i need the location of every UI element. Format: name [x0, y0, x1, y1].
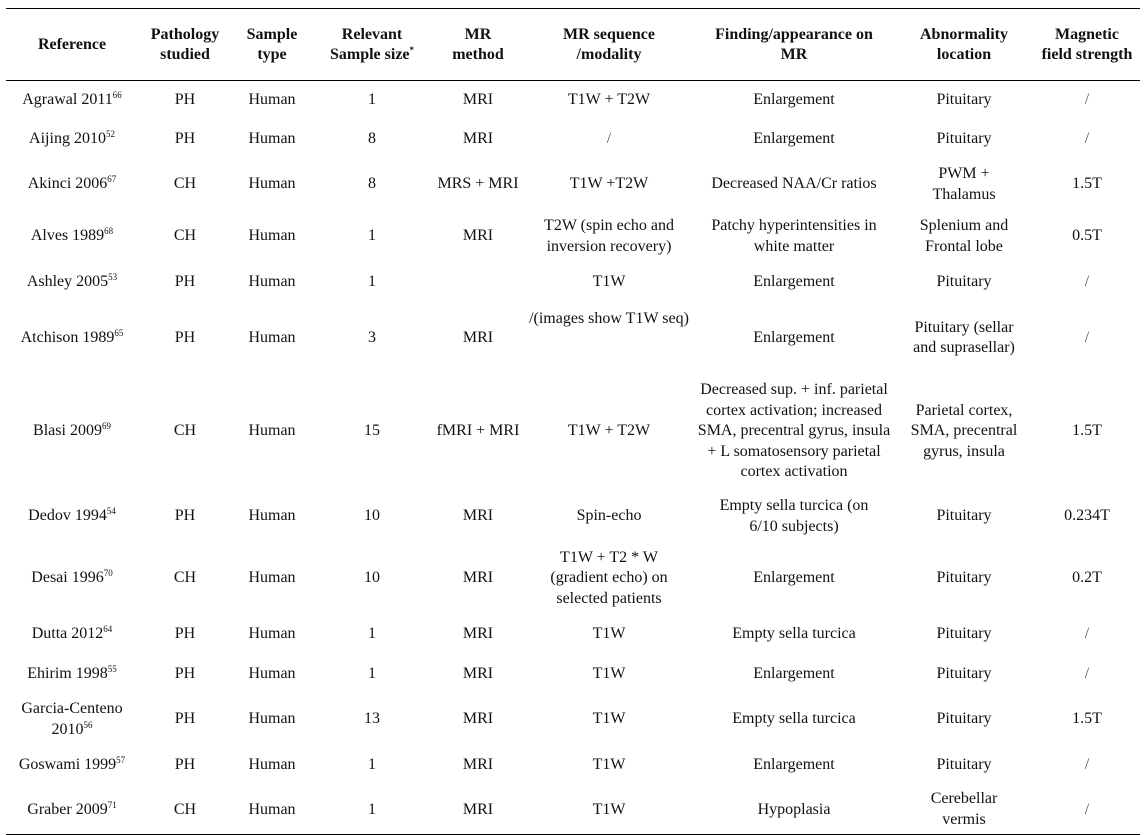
table-row [6, 746, 1140, 786]
cell-sample-size: 1 [368, 756, 376, 774]
cell-mr-sequence: Spin-echo [576, 507, 642, 525]
cell-finding: Empty sella turcica [732, 625, 856, 643]
cell-sample-size: 1 [368, 625, 376, 643]
cell-reference: Desai 1996$^{70}$ [31, 568, 113, 587]
cell-pathology: PH [174, 507, 196, 525]
table-row [6, 263, 1140, 303]
cell-location: Pituitary [936, 507, 992, 525]
cell-finding: Enlargement [753, 756, 835, 774]
cell-finding: Empty sella turcica [732, 710, 856, 728]
cell-field-strength: 0.234T [1064, 507, 1110, 525]
cell-reference: Akinci 2006$^{67}$ [27, 174, 117, 193]
cell-pathology: PH [174, 710, 196, 728]
cell-pathology: PH [174, 273, 196, 291]
cell-sample-type: Human [248, 625, 296, 643]
header-reference: Reference [37, 35, 107, 53]
cell-reference: Ehirim 1998$^{55}$ [27, 664, 117, 683]
cell-sample-type: Human [248, 227, 296, 245]
cell-field-strength: / [1084, 273, 1090, 291]
cell-mr-sequence: T1W + T2W [567, 422, 651, 440]
cell-sample-type: Human [248, 665, 296, 683]
cell-mr-method: MRI [462, 756, 494, 774]
cell-sample-size: 10 [364, 569, 380, 587]
cell-mr-method: MRI [462, 227, 494, 245]
header-finding: Finding/appearance on MR [715, 25, 873, 63]
table-row [6, 786, 1140, 835]
table-body [6, 81, 1140, 835]
cell-location: Pituitary [936, 665, 992, 683]
cell-field-strength: 0.2T [1072, 569, 1102, 587]
cell-sample-size: 1 [368, 800, 376, 818]
cell-sample-size: 1 [368, 227, 376, 245]
cell-finding: Empty sella turcica (on 6/10 subjects) [719, 497, 869, 535]
table-row [6, 81, 1140, 120]
cell-mr-method: fMRI + MRI [436, 422, 520, 440]
cell-mr-sequence: T1W [592, 665, 626, 683]
cell-mr-method: MRI [462, 129, 494, 147]
cell-sample-type: Human [248, 507, 296, 525]
cell-reference: Ashley 2005$^{53}$ [26, 272, 118, 291]
cell-field-strength: / [1084, 625, 1090, 643]
table-row [6, 374, 1140, 490]
cell-sample-type: Human [248, 800, 296, 818]
cell-mr-sequence: /(images show T1W seq) [529, 309, 689, 327]
cell-sample-type: Human [248, 328, 296, 346]
cell-location: Pituitary [936, 569, 992, 587]
cell-field-strength: 0.5T [1072, 227, 1102, 245]
cell-pathology: PH [174, 328, 196, 346]
cell-reference: Graber 2009$^{71}$ [27, 799, 117, 818]
cell-location: Pituitary (sellar and suprasellar) [913, 318, 1015, 356]
table-row [6, 211, 1140, 263]
cell-field-strength: / [1084, 756, 1090, 774]
cell-sample-size: 13 [364, 710, 380, 728]
cell-pathology: CH [173, 227, 197, 245]
cell-reference: Dedov 1994$^{54}$ [28, 506, 116, 525]
cell-field-strength: / [1084, 328, 1090, 346]
cell-sample-type: Human [248, 129, 296, 147]
cell-sample-type: Human [248, 710, 296, 728]
cell-reference: Goswami 1999$^{57}$ [18, 755, 126, 774]
cell-pathology: PH [174, 665, 196, 683]
table-row [6, 614, 1140, 656]
cell-location: Pituitary [936, 625, 992, 643]
cell-finding: Enlargement [753, 273, 835, 291]
cell-field-strength: / [1084, 665, 1090, 683]
cell-finding: Enlargement [753, 91, 835, 108]
cell-field-strength: / [1084, 800, 1090, 818]
header-field-strength: Magnetic field strength [1041, 25, 1133, 63]
cell-mr-sequence: T1W [592, 273, 626, 291]
cell-mr-method: MRI [462, 710, 494, 728]
cell-mr-method: MRI [462, 569, 494, 587]
header-pathology: Pathology studied [150, 25, 220, 63]
cell-location: Pituitary [936, 756, 992, 774]
cell-sample-size: 10 [364, 507, 380, 525]
cell-reference: Aijing 2010$^{52}$ [29, 128, 115, 147]
cell-reference: Blasi 2009$^{69}$ [33, 421, 111, 440]
cell-finding: Decreased sup. + inf. parietal cortex activation; increased SMA, precentral gyrus, insula + L somatosensory parietal cortex activation [697, 381, 891, 481]
cell-reference: Atchison 1989$^{65}$ [20, 327, 124, 346]
cell-pathology: PH [174, 129, 196, 147]
cell-location: Pituitary [936, 710, 992, 728]
cell-pathology: PH [174, 625, 196, 643]
cell-sample-type: Human [248, 175, 296, 193]
cell-sample-type: Human [248, 273, 296, 291]
cell-location: Parietal cortex, SMA, precentral gyrus, insula [910, 401, 1018, 460]
cell-pathology: CH [173, 569, 197, 587]
cell-mr-method: MRI [462, 625, 494, 643]
cell-mr-method [432, 263, 524, 303]
cell-location: Pituitary [936, 129, 992, 147]
table-row [6, 120, 1140, 159]
cell-sample-size: 8 [368, 129, 376, 147]
cell-sample-type: Human [248, 91, 296, 108]
cell-pathology: CH [173, 175, 197, 193]
studies-table [6, 8, 1140, 835]
header-mr-sequence: MR sequence /modality [563, 25, 655, 63]
cell-mr-method: MRI [462, 328, 494, 346]
cell-pathology: CH [173, 422, 197, 440]
cell-finding: Enlargement [753, 569, 835, 587]
cell-sample-size: 3 [368, 328, 376, 346]
cell-sample-type: Human [248, 569, 296, 587]
cell-mr-sequence: T2W (spin echo and inversion recovery) [544, 217, 674, 255]
table-row [6, 544, 1140, 614]
cell-reference: Alves 1989$^{68}$ [30, 226, 114, 245]
cell-reference: Agrawal 2011$^{66}$ [22, 90, 122, 108]
cell-finding: Enlargement [753, 665, 835, 683]
cell-reference: Garcia-Centeno 2010$^{56}$ [21, 700, 123, 738]
cell-finding: Patchy hyperintensities in white matter [711, 217, 877, 255]
cell-mr-sequence: T1W [592, 756, 626, 774]
cell-mr-sequence: T1W + T2 * W (gradient echo) on selected patients [550, 548, 668, 607]
cell-location: Pituitary [936, 273, 992, 291]
cell-field-strength: 1.5T [1072, 175, 1102, 193]
cell-location: Splenium and Frontal lobe [919, 217, 1009, 255]
cell-finding: Enlargement [753, 328, 835, 346]
header-mr-method: MR method [452, 25, 504, 63]
cell-field-strength: / [1084, 91, 1090, 108]
cell-mr-method: MRS + MRI [437, 175, 519, 193]
header-sample-size: Relevant Sample size* [329, 25, 415, 63]
cell-field-strength: 1.5T [1072, 710, 1102, 728]
cell-sample-type: Human [248, 756, 296, 774]
cell-location: Cerebellar vermis [930, 790, 998, 828]
cell-mr-method: MRI [462, 507, 494, 525]
cell-mr-sequence: T1W + T2W [567, 91, 651, 108]
cell-sample-size: 1 [368, 665, 376, 683]
cell-finding: Enlargement [753, 129, 835, 147]
cell-pathology: CH [173, 800, 197, 818]
table-row [6, 656, 1140, 694]
header-sample-type: Sample type [246, 25, 298, 63]
table-row [6, 490, 1140, 544]
cell-field-strength: 1.5T [1072, 422, 1102, 440]
cell-sample-type: Human [248, 422, 296, 440]
cell-location: PWM + Thalamus [932, 165, 996, 203]
table-header [6, 9, 1140, 81]
cell-mr-sequence: / [606, 129, 612, 147]
table-row [6, 694, 1140, 746]
header-location: Abnormality location [920, 25, 1008, 63]
cell-mr-sequence: T1W [592, 625, 626, 643]
cell-pathology: PH [174, 91, 196, 108]
cell-mr-sequence: T1W [592, 710, 626, 728]
table-row [6, 303, 1140, 374]
cell-mr-method: MRI [462, 91, 494, 108]
cell-mr-method: MRI [462, 665, 494, 683]
cell-sample-size: 1 [368, 91, 376, 108]
cell-reference: Dutta 2012$^{64}$ [31, 624, 113, 643]
cell-sample-size: 15 [364, 422, 380, 440]
cell-mr-method: MRI [462, 800, 494, 818]
cell-field-strength: / [1084, 129, 1090, 147]
cell-pathology: PH [174, 756, 196, 774]
cell-sample-size: 1 [368, 273, 376, 291]
cell-mr-sequence: T1W +T2W [569, 175, 649, 193]
cell-sample-size: 8 [368, 175, 376, 193]
cell-location: Pituitary [936, 91, 992, 108]
table-row [6, 159, 1140, 211]
cell-finding: Decreased NAA/Cr ratios [711, 175, 877, 193]
cell-finding: Hypoplasia [757, 800, 831, 818]
cell-mr-sequence: T1W [592, 800, 626, 818]
